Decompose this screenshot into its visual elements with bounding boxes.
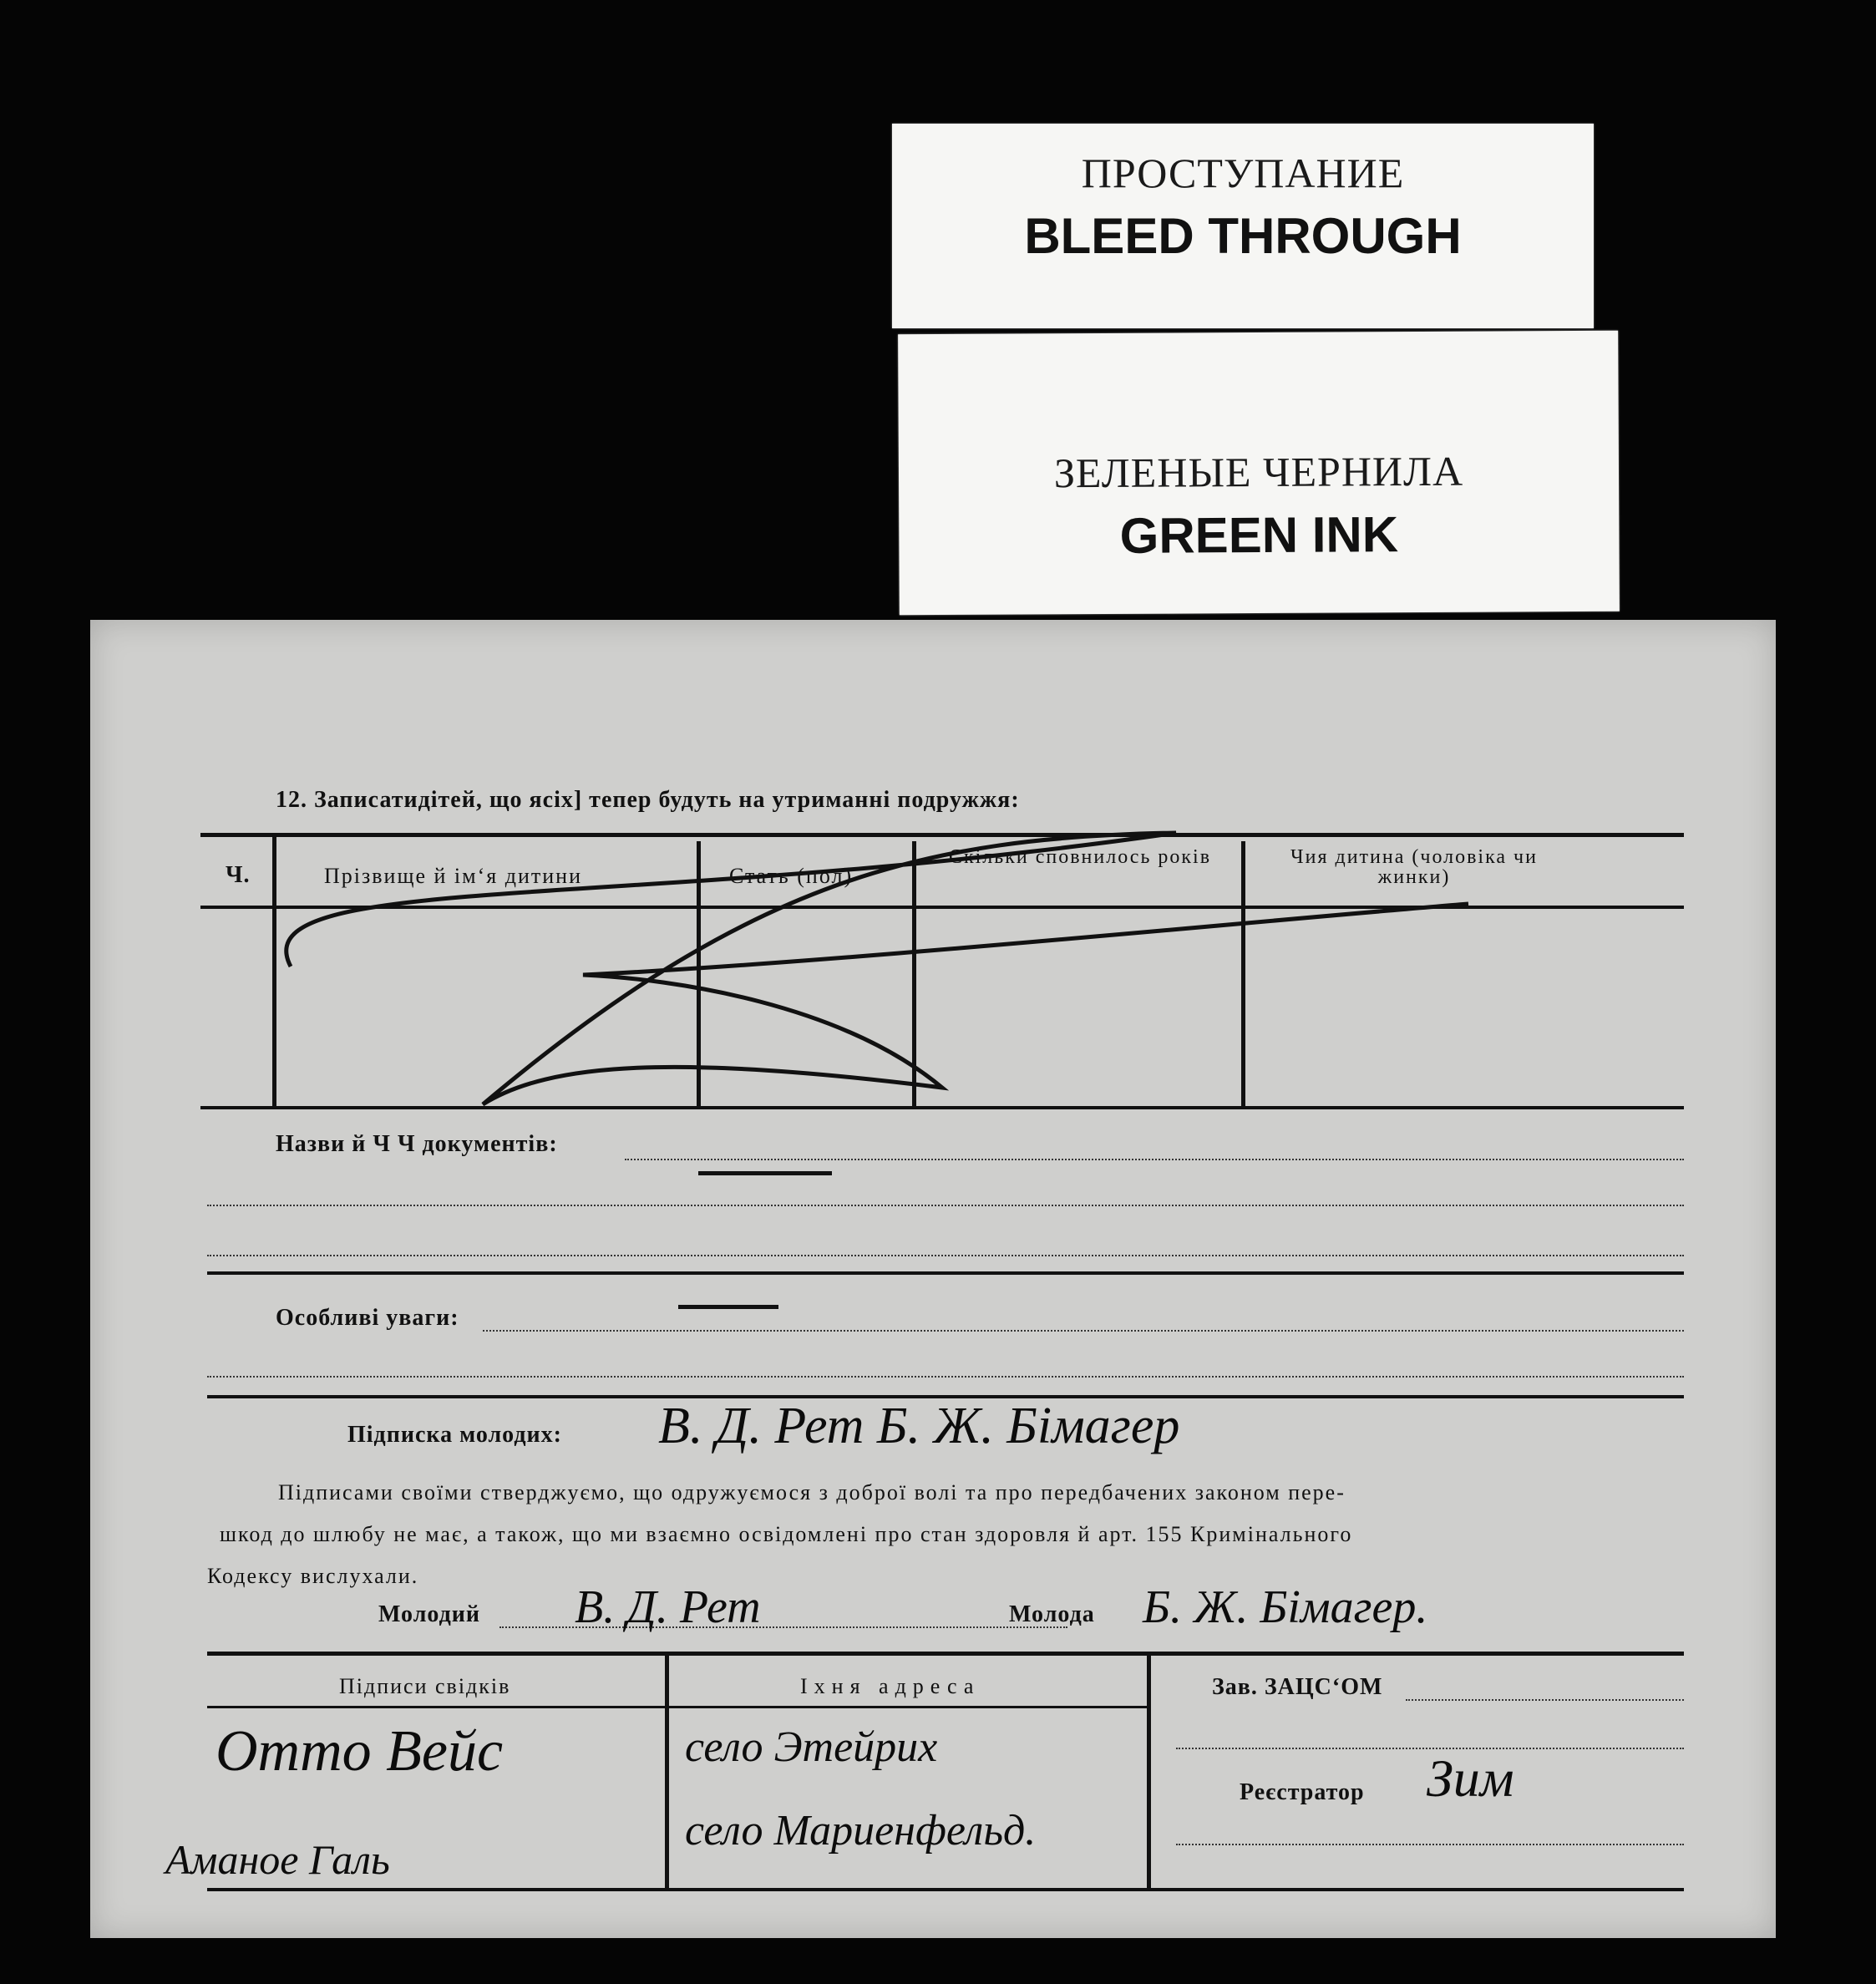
section-12-title: 12. Записатидітей, що ясіх] тепер будуть на утриманні подружжя: — [276, 787, 1020, 813]
green-ink-tag — [898, 331, 1620, 616]
bride-label: Молода — [1009, 1601, 1095, 1627]
bleed-through-en: BLEED THROUGH — [1024, 208, 1462, 264]
documents-line — [625, 1159, 1684, 1160]
witness-top-rule — [207, 1652, 1684, 1656]
couple-signatures: В. Д. Рет Б. Ж. Бімагер — [658, 1398, 1180, 1454]
witness-header-rule — [207, 1706, 667, 1708]
witness-divider — [1147, 1656, 1151, 1890]
zags-line — [1406, 1699, 1684, 1701]
documents-line — [207, 1205, 1684, 1206]
witness-2-signature: Аманое Галь — [165, 1836, 390, 1883]
bride-signature: Б. Ж. Бімагер. — [1143, 1581, 1428, 1633]
affirmation-line-2: шкод до шлюбу не має, а також, що ми взаємно освідомлені про стан здоровля й арт. 155 Кримінального — [220, 1522, 1353, 1546]
signature-label: Підписка молодих: — [347, 1422, 562, 1448]
notes-label: Особливі уваги: — [276, 1305, 459, 1331]
marriage-record-form — [90, 620, 1776, 1938]
col-header-child-name: Прізвище й ім‘я дитини — [324, 864, 582, 888]
notes-line — [483, 1330, 1684, 1332]
section-rule — [207, 1271, 1684, 1275]
bleed-through-tag — [892, 124, 1594, 328]
address-header-rule — [668, 1706, 1148, 1708]
witness-2-address: село Мариенфельд. — [685, 1807, 1037, 1855]
groom-signature: В. Д. Рет — [575, 1581, 761, 1633]
notes-dash — [678, 1305, 778, 1309]
bleed-through-ru: ПРОСТУПАНИЕ — [1081, 150, 1405, 196]
witness-divider — [665, 1656, 669, 1890]
address-header: Іхня адреса — [800, 1674, 981, 1698]
registrar-label: Реєстратор — [1240, 1779, 1365, 1805]
zags-label: Зав. ЗАЦС‘ОМ — [1212, 1674, 1383, 1700]
documents-dash — [698, 1171, 832, 1175]
documents-line — [207, 1255, 1684, 1256]
documents-label: Назви й Ч Ч документів: — [276, 1131, 558, 1157]
witness-1-signature: Отто Вейс — [215, 1719, 504, 1784]
col-header-sex: Стать (пол) — [729, 864, 854, 888]
affirmation-line-1: Підписами своїми стверджуємо, що одружуємося з доброї волі та про передбачених законом пере- — [278, 1480, 1346, 1504]
col-header-whose-child: Чия дитина (чоловіка чи жинки) — [1290, 846, 1538, 888]
witnesses-header: Підписи свідків — [339, 1674, 511, 1698]
witness-bottom-rule — [207, 1888, 1684, 1891]
registrar-signature: Зим — [1427, 1748, 1514, 1808]
green-ink-en: GREEN INK — [1119, 506, 1399, 564]
col-header-age: Скільки сповнилось років — [948, 846, 1212, 868]
registrar-line — [1176, 1844, 1684, 1845]
notes-line — [207, 1376, 1684, 1378]
witness-1-address: село Этейрих — [685, 1723, 938, 1771]
col-header-number: Ч. — [226, 862, 251, 888]
green-ink-ru: ЗЕЛЕНЫЕ ЧЕРНИЛА — [1053, 447, 1464, 497]
groom-label: Молодий — [378, 1601, 481, 1627]
affirmation-line-3: Кодексу вислухали. — [207, 1564, 419, 1588]
